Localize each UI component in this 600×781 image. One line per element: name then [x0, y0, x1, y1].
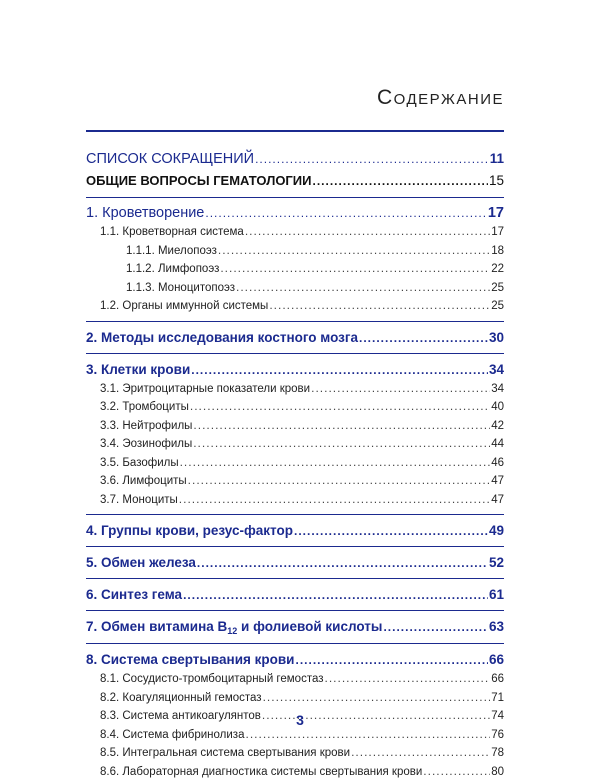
toc-label: СПИСОК СОКРАЩЕНИЙ: [86, 148, 254, 170]
toc-subentry-3-7[interactable]: 3.7. Моноциты ..... 47: [86, 491, 504, 510]
toc-page: 34: [489, 360, 504, 379]
toc-subentry-3-4[interactable]: 3.4. Эозинофилы ..... 44: [86, 435, 504, 454]
toc-label: 7. Обмен витамина $В_{12}$ и фолиевой кислоты: [86, 617, 382, 638]
toc-label: 6. Синтез гема: [86, 585, 182, 604]
toc-subentry-1-1-2[interactable]: 1.1.2. Лимфопоэз ..... 22: [86, 260, 504, 279]
section-divider: [86, 321, 504, 322]
toc-label: 2. Методы исследования костного мозга: [86, 328, 358, 347]
toc-subentry-3-1[interactable]: 3.1. Эритроцитарные показатели крови ..... 34: [86, 380, 504, 399]
table-of-contents: [86, 148, 504, 781]
section-divider: [86, 643, 504, 644]
toc-leader: [359, 329, 488, 348]
toc-section-5[interactable]: [86, 553, 504, 573]
toc-page: 66: [489, 650, 504, 669]
toc-page: 63: [489, 617, 504, 636]
toc-entry-general[interactable]: [86, 170, 504, 192]
title-rule: [86, 130, 504, 132]
toc-page: 61: [489, 585, 504, 604]
toc-subentry-1-1-3[interactable]: 1.1.3. Моноцитопоэз ..... 25: [86, 279, 504, 298]
toc-leader: [313, 170, 488, 192]
toc-section-3[interactable]: [86, 360, 504, 380]
toc-page: 30: [489, 328, 504, 347]
toc-label: 3. Клетки крови: [86, 360, 190, 379]
toc-leader: [197, 554, 488, 573]
subscript: 12: [227, 626, 237, 636]
toc-subentry-3-3[interactable]: 3.3. Нейтрофилы ..... 42: [86, 417, 504, 436]
toc-leader: [183, 586, 488, 605]
toc-label: 1. Кроветворение: [86, 204, 204, 223]
toc-leader: [191, 361, 488, 380]
section-divider: [86, 610, 504, 611]
section-divider: [86, 353, 504, 354]
toc-page: 49: [489, 521, 504, 540]
toc-section-4[interactable]: [86, 521, 504, 541]
toc-page: 17: [488, 204, 504, 223]
toc-leader: [295, 651, 487, 670]
section-divider: [86, 197, 504, 198]
toc-subentry-8-1[interactable]: 8.1. Сосудисто-тромбоцитарный гемостаз ..... 66: [86, 670, 504, 689]
section-divider: [86, 578, 504, 579]
toc-subentry-8-3[interactable]: 8.3. Система антикоагулянтов ..... 74: [86, 707, 504, 726]
toc-section-2[interactable]: [86, 328, 504, 348]
toc-section-7[interactable]: [86, 617, 504, 638]
toc-subentry-8-2[interactable]: 8.2. Коагуляционный гемостаз ..... 71: [86, 689, 504, 708]
toc-leader: [294, 522, 488, 541]
toc-label: ОБЩИЕ ВОПРОСЫ ГЕМАТОЛОГИИ: [86, 170, 312, 192]
toc-subentry-3-5[interactable]: 3.5. Базофилы ..... 46: [86, 454, 504, 473]
toc-entry-abbreviations[interactable]: [86, 148, 504, 170]
toc-subentry-3-6[interactable]: 3.6. Лимфоциты ..... 47: [86, 472, 504, 491]
toc-section-1[interactable]: [86, 204, 504, 223]
toc-subentry-1-1[interactable]: 1.1. Кроветворная система ..... 17: [86, 223, 504, 242]
toc-subentry-8-6[interactable]: 8.6. Лабораторная диагностика системы свертывания крови ..... 80: [86, 763, 504, 781]
toc-label: 8. Система свертывания крови: [86, 650, 294, 669]
section-divider: [86, 546, 504, 547]
page-number: 3: [0, 712, 600, 728]
toc-leader: [205, 204, 486, 223]
page-title: Содержание: [377, 86, 504, 110]
toc-subentry-1-1-1[interactable]: 1.1.1. Миелопоэз ..... 18: [86, 242, 504, 261]
toc-page: 52: [489, 553, 504, 572]
toc-subentry-8-5[interactable]: 8.5. Интегральная система свертывания крови ..... 78: [86, 744, 504, 763]
toc-label: 4. Группы крови, резус-фактор: [86, 521, 293, 540]
toc-page: 15: [489, 170, 504, 192]
toc-page: 11: [490, 148, 504, 170]
toc-leader: [255, 148, 489, 170]
toc-label: 5. Обмен железа: [86, 553, 196, 572]
toc-section-6[interactable]: [86, 585, 504, 605]
toc-leader: [383, 618, 488, 637]
section-divider: [86, 514, 504, 515]
toc-subentry-8-4[interactable]: 8.4. Система фибринолиза ..... 76: [86, 726, 504, 745]
toc-subentry-1-2[interactable]: 1.2. Органы иммунной системы ..... 25: [86, 297, 504, 316]
toc-section-8[interactable]: [86, 650, 504, 670]
toc-subentry-3-2[interactable]: 3.2. Тромбоциты ..... 40: [86, 398, 504, 417]
